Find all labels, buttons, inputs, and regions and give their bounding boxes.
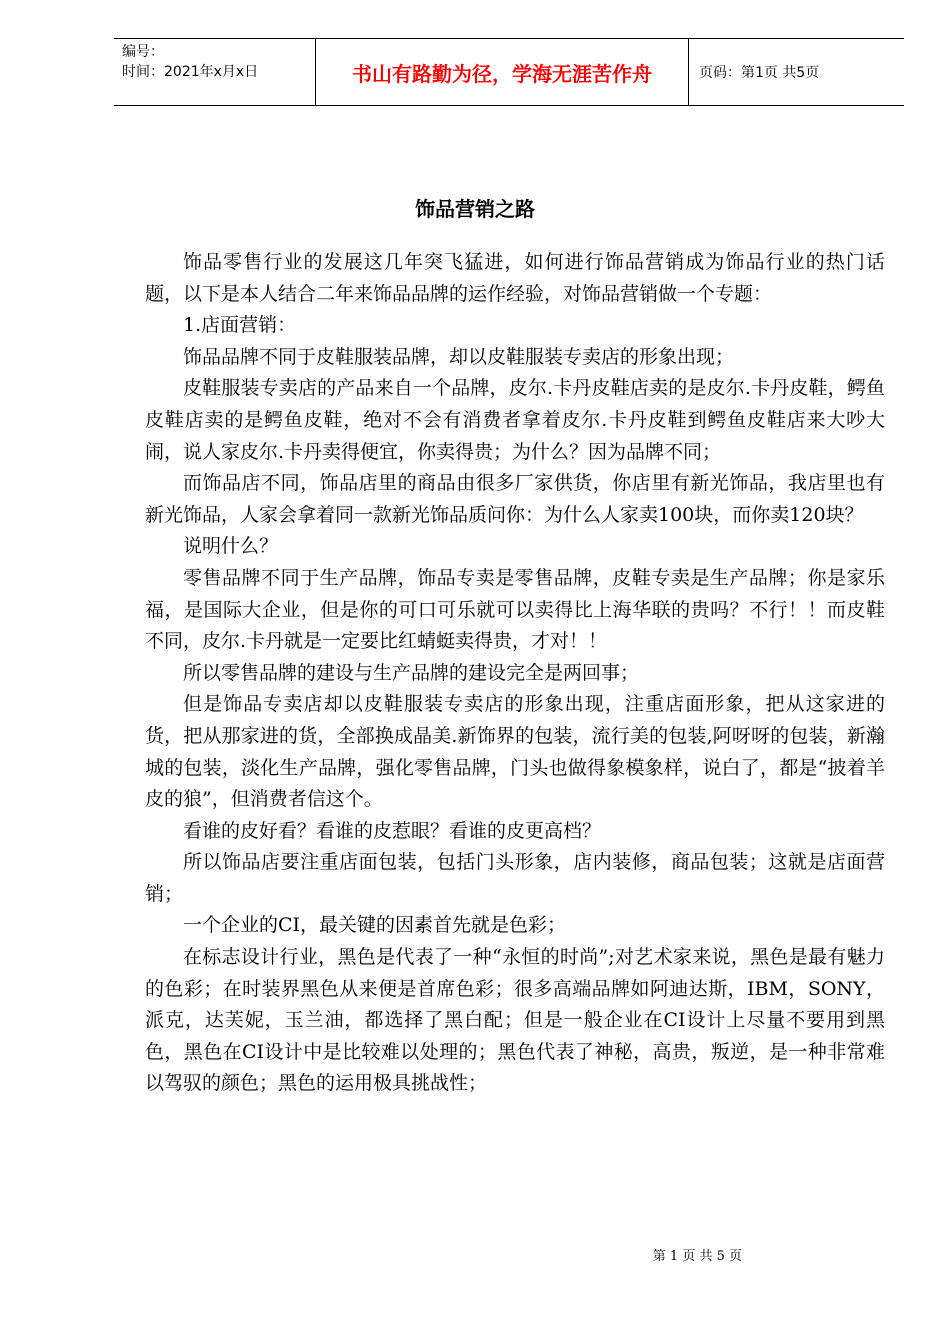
paragraph: 而饰品店不同，饰品店里的商品由很多厂家供货，你店里有新光饰品，我店里也有新光饰品，人家会拿着同一款新光饰品质问你：为什么人家卖100块，而你卖120块？: [145, 472, 885, 526]
header-meta: [114, 39, 315, 105]
paragraph: 饰品零售行业的发展这几年突飞猛进，如何进行饰品营销成为饰品行业的热门话题，以下是本人结合二年来饰品品牌的运作经验，对饰品营销做一个专题：: [145, 251, 885, 305]
page-footer: 第 1 页 共 5 页: [652, 1249, 742, 1264]
header-page-info: 页码：第1页 共5页: [699, 65, 820, 81]
time-label: 时间：2021年x月x日: [122, 64, 259, 80]
paragraph: 在标志设计行业，黑色是代表了一种“永恒的时尚”;对艺术家来说，黑色是最有魅力的色彩；在时装界黑色从来便是首席色彩；很多高端品牌如阿迪达斯，IBM，SONY，派克，达芙妮，玉兰油，都选择了黑白配；但是一般企业在CI设计上尽量不要用到黑色，黑色在CI设计中是比较难以处理的；黑色代表了神秘，高贵，叛逆，是一种非常难以驾驭的颜色；黑色的运用极具挑战性；: [145, 946, 885, 1095]
number-label: 编号：: [122, 44, 164, 60]
paragraph: 所以零售品牌的建设与生产品牌的建设完全是两回事；: [183, 661, 640, 684]
document-body: [145, 247, 885, 1100]
paragraph: 但是饰品专卖店却以皮鞋服装专卖店的形象出现，注重店面形象，把从这家进的货，把从那家进的货，全部换成晶美.新饰界的包装，流行美的包装,阿呀呀的包装，新瀚城的包装，淡化生产品牌，强化零售品牌，门头也做得象模象样，说白了，都是“披着羊皮的狼”，但消费者信这个。: [145, 693, 885, 811]
document-header: [114, 38, 904, 106]
paragraph: 看谁的皮好看？看谁的皮惹眼？看谁的皮更高档？: [183, 819, 602, 842]
paragraph: 说明什么？: [183, 535, 279, 558]
section-heading: 1.店面营销：: [183, 314, 297, 337]
document-title: 饰品营销之路: [415, 197, 535, 221]
paragraph: 饰品品牌不同于皮鞋服装品牌，却以皮鞋服装专卖店的形象出现；: [183, 345, 735, 368]
paragraph: 零售品牌不同于生产品牌，饰品专卖是零售品牌，皮鞋专卖是生产品牌；你是家乐福，是国际大企业，但是你的可口可乐就可以卖得比上海华联的贵吗？不行！！而皮鞋不同，皮尔.卡丹就是一定要比红蜻蜓卖得贵，才对！！: [145, 566, 885, 653]
paragraph: 一个企业的CI，最关键的因素首先就是色彩；: [183, 914, 567, 937]
paragraph: 所以饰品店要注重店面包装，包括门头形象，店内装修，商品包装；这就是店面营销；: [145, 851, 885, 905]
paragraph: 皮鞋服装专卖店的产品来自一个品牌，皮尔.卡丹皮鞋店卖的是皮尔.卡丹皮鞋，鳄鱼皮鞋店卖的是鳄鱼皮鞋，绝对不会有消费者拿着皮尔.卡丹皮鞋到鳄鱼皮鞋店来大吵大闹，说人家皮尔.卡丹卖得便宜，你卖得贵；为什么？因为品牌不同；: [145, 377, 885, 463]
header-motto: 书山有路勤为径，学海无涯苦作舟: [315, 39, 689, 105]
